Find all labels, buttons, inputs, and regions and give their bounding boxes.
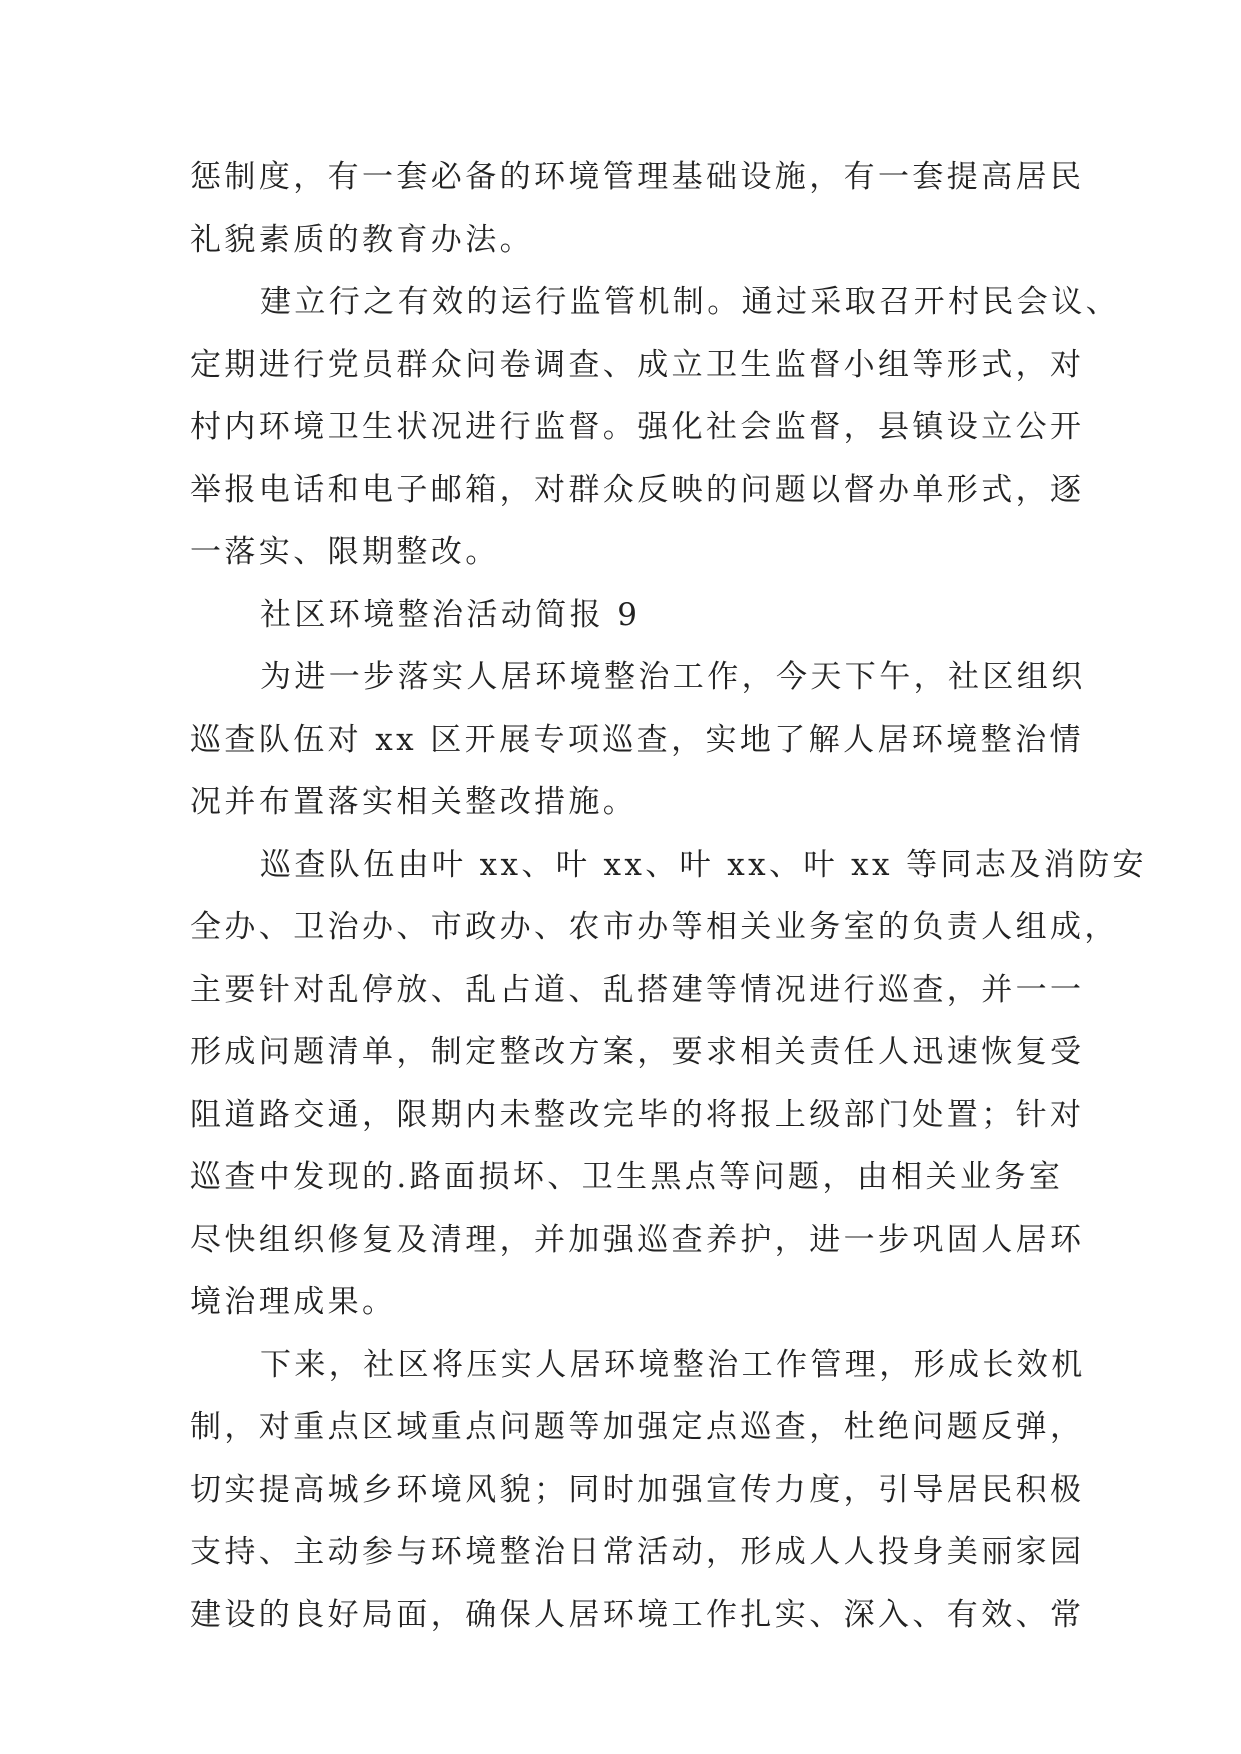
paragraph-line: 境治理成果。 xyxy=(190,1284,397,1320)
paragraph-1 xyxy=(190,146,1090,271)
section-heading xyxy=(190,584,1090,647)
paragraph-line: 阻道路交通，限期内未整改完毕的将报上级部门处置；针对 xyxy=(190,1096,1085,1133)
paragraph-line: 礼貌素质的教育办法。 xyxy=(190,221,534,258)
paragraph-4 xyxy=(190,834,1147,1334)
paragraph-line: 况并布置落实相关整改措施。 xyxy=(190,784,638,820)
paragraph-line: 举报电话和电子邮箱，对群众反映的问题以督办单形式，逐 xyxy=(190,471,1085,508)
paragraph-line: 主要针对乱停放、乱占道、乱搭建等情况进行巡查，并一一 xyxy=(190,971,1085,1008)
paragraph-line: 巡查队伍由叶 xx、叶 xx、叶 xx、叶 xx 等同志及消防安 xyxy=(260,846,1147,883)
paragraph-5 xyxy=(190,1334,1090,1647)
paragraph-line: 巡查中发现的.路面损坏、卫生黑点等问题，由相关业务室 xyxy=(190,1159,1064,1195)
paragraph-line: 定期进行党员群众问卷调查、成立卫生监督小组等形式，对 xyxy=(190,346,1085,383)
paragraph-line: 支持、主动参与环境整治日常活动，形成人人投身美丽家园 xyxy=(190,1534,1085,1570)
paragraph-line: 为进一步落实人居环境整治工作，今天下午，社区组织 xyxy=(260,659,1086,695)
paragraph-line: 切实提高城乡环境风貌；同时加强宣传力度，引导居民积极 xyxy=(190,1471,1085,1508)
paragraph-2 xyxy=(190,271,1120,584)
paragraph-line: 制，对重点区域重点问题等加强定点巡查，杜绝问题反弹， xyxy=(190,1409,1085,1445)
paragraph-line: 巡查队伍对 xx 区开展专项巡查，实地了解人居环境整治情 xyxy=(190,721,1084,758)
paragraph-line: 全办、卫治办、市政办、农市办等相关业务室的负责人组成， xyxy=(190,909,1119,945)
paragraph-line: 形成问题清单，制定整改方案，要求相关责任人迅速恢复受 xyxy=(190,1034,1085,1070)
paragraph-line: 建立行之有效的运行监管机制。通过采取召开村民会议、 xyxy=(260,284,1120,320)
heading-line: 社区环境整治活动简报 9 xyxy=(260,596,641,633)
paragraph-line: 一落实、限期整改。 xyxy=(190,534,500,570)
paragraph-line: 尽快组织修复及清理，并加强巡查养护，进一步巩固人居环 xyxy=(190,1221,1085,1258)
paragraph-line: 村内环境卫生状况进行监督。强化社会监督，县镇设立公开 xyxy=(190,409,1085,445)
paragraph-3 xyxy=(190,646,1090,834)
paragraph-line: 惩制度，有一套必备的环境管理基础设施，有一套提高居民 xyxy=(190,159,1085,195)
document-body xyxy=(190,146,1147,1646)
paragraph-line: 下来，社区将压实人居环境整治工作管理，形成长效机 xyxy=(260,1346,1086,1383)
paragraph-line: 建设的良好局面，确保人居环境工作扎实、深入、有效、常 xyxy=(190,1596,1085,1633)
